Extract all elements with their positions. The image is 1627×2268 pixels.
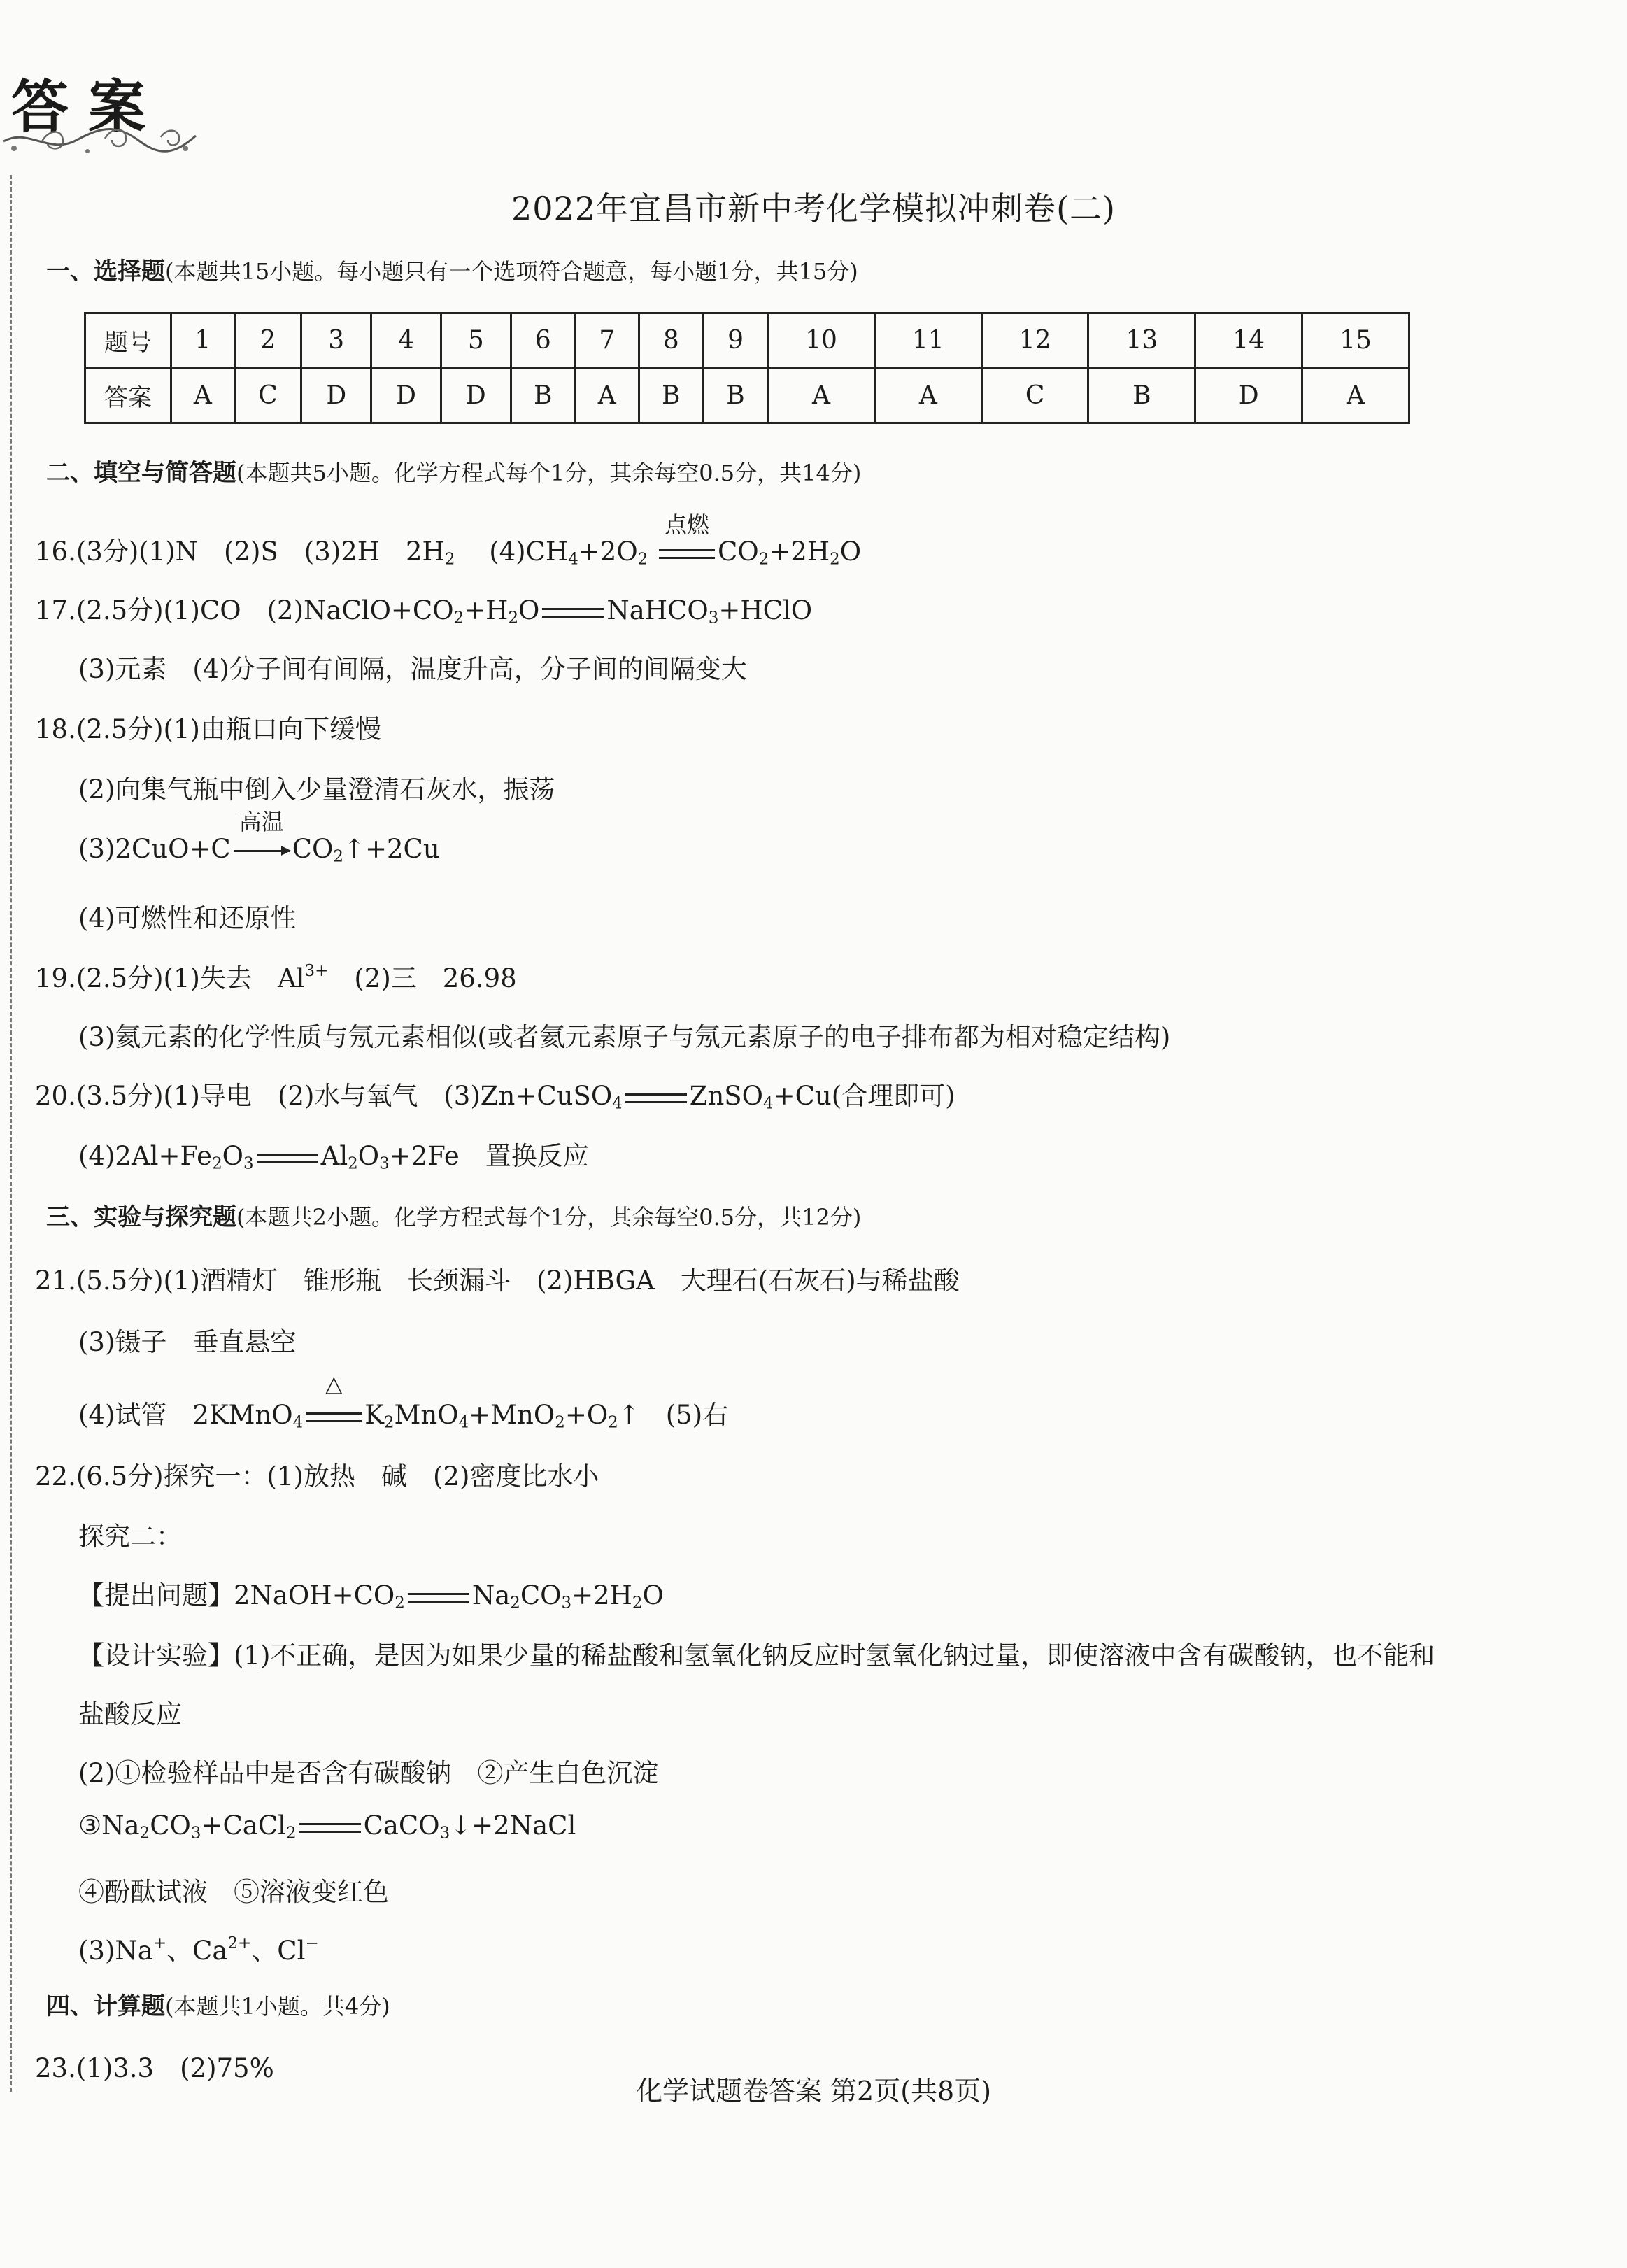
answer-line-19-b: (3)氦元素的化学性质与氖元素相似(或者氦元素原子与氖元素原子的电子排布都为相对稳定结构) bbox=[78, 1022, 1171, 1052]
answer-line-23: 23.(1)3.3 (2)75% bbox=[35, 2053, 274, 2083]
table-cell: A bbox=[575, 368, 639, 423]
section-2-title: 二、填空与简答题 bbox=[46, 459, 236, 487]
table-cell: D bbox=[371, 368, 441, 423]
table-cell: A bbox=[768, 368, 875, 423]
table-cell: 14 bbox=[1195, 313, 1302, 369]
table-cell: 9 bbox=[703, 313, 767, 369]
answer-table-number-row bbox=[85, 313, 1409, 369]
table-header-question: 题号 bbox=[85, 313, 171, 369]
q16-part-1-3: 16.(3分)(1)N (2)S (3)2H 2H bbox=[35, 537, 445, 567]
table-cell: 10 bbox=[768, 313, 875, 369]
table-cell: 11 bbox=[874, 313, 981, 369]
binding-margin-line bbox=[10, 175, 12, 2092]
q16-part-4: (4)CH bbox=[489, 537, 569, 567]
table-cell: 5 bbox=[441, 313, 511, 369]
table-cell: A bbox=[171, 368, 235, 423]
table-cell: C bbox=[234, 368, 301, 423]
section-3-heading bbox=[46, 1198, 861, 1232]
section-4-title: 四、计算题 bbox=[46, 1992, 165, 2020]
section-4-heading bbox=[46, 1987, 390, 2021]
table-cell: 7 bbox=[575, 313, 639, 369]
q16-h2o: +2H bbox=[769, 537, 830, 567]
answer-line-22-c2: (2)①检验样品中是否含有碳酸钠 ②产生白色沉淀 bbox=[78, 1758, 659, 1788]
table-cell: C bbox=[981, 368, 1088, 423]
answer-line-18: 18.(2.5分)(1)由瓶口向下缓慢 bbox=[35, 714, 381, 744]
answer-line-22-explore2: 探究二： bbox=[78, 1522, 182, 1552]
answer-line-17: 17.(2.5分)(1)CO $(2)NaClO+CO_2+H_2O$ NaHCO$_3$+HClO bbox=[35, 595, 813, 628]
corner-label: 答案 bbox=[11, 74, 166, 141]
ornament-flourish-icon bbox=[0, 120, 203, 162]
table-cell: 3 bbox=[301, 313, 371, 369]
reaction-condition-heat: △ bbox=[306, 1400, 362, 1430]
table-cell: 12 bbox=[981, 313, 1088, 369]
answer-line-18-d: (4)可燃性和还原性 bbox=[78, 903, 297, 933]
table-cell: 2 bbox=[234, 313, 301, 369]
table-header-answer: 答案 bbox=[85, 368, 171, 423]
section-3-note: (本题共2小题。化学方程式每个1分，其余每空0.5分，共12分) bbox=[236, 1204, 862, 1231]
section-3-title: 三、实验与探究题 bbox=[46, 1203, 236, 1231]
table-cell: 8 bbox=[639, 313, 703, 369]
answer-line-21-c: (4)试管 2KMnO$_4$ △ $K_2MnO_4+MnO_2+O_2↑$ (5)右 bbox=[78, 1370, 729, 1432]
answer-line-22-design-b: 盐酸反应 bbox=[78, 1699, 182, 1729]
equals-sign bbox=[408, 1593, 469, 1603]
section-2-heading bbox=[46, 453, 861, 488]
equals-sign bbox=[625, 1093, 687, 1103]
section-2-note: (本题共5小题。化学方程式每个1分，其余每空0.5分，共14分) bbox=[236, 460, 862, 486]
section-1-heading bbox=[46, 252, 858, 286]
section-4-note: (本题共1小题。共4分) bbox=[165, 1993, 390, 2020]
answer-line-16: 16.(3分)(1)N (2)S (3)2H $2H_2$ $(4)CH_4+2O_2$ 点燃 $CO_2+2H_2O$ bbox=[35, 511, 862, 569]
q17-part-1-2: 17.(2.5分)(1)CO (2)NaClO+CO bbox=[35, 595, 454, 625]
answer-line-20-b: $(4)2Al+Fe_2O_3$ $Al_2O_3+2Fe$ 置换反应 bbox=[78, 1141, 589, 1173]
answer-line-22-pose: 【提出问题】$2NaOH+CO_2$ $Na_2CO_3+2H_2O$ bbox=[78, 1580, 664, 1613]
answer-line-22-ions: (3)Na+、$Ca^{2+}$、Cl− bbox=[78, 1934, 319, 1966]
equals-sign bbox=[542, 608, 604, 618]
table-cell: 15 bbox=[1302, 313, 1409, 369]
answer-line-22: 22.(6.5分)探究一：(1)放热 碱 (2)密度比水小 bbox=[35, 1461, 599, 1491]
answer-line-21-b: (3)镊子 垂直悬空 bbox=[78, 1327, 297, 1357]
table-cell: D bbox=[1195, 368, 1302, 423]
q16-o2: +2O bbox=[578, 537, 638, 567]
answer-line-21: 21.(5.5分)(1)酒精灯 锥形瓶 长颈漏斗 (2)HBGA 大理石(石灰石)与稀盐酸 bbox=[35, 1266, 960, 1296]
reaction-condition-ignite: 点燃 bbox=[659, 537, 715, 567]
answer-line-18-b: (2)向集气瓶中倒入少量澄清石灰水，振荡 bbox=[78, 774, 555, 805]
table-cell: B bbox=[639, 368, 703, 423]
table-cell: D bbox=[301, 368, 371, 423]
section-1-note: (本题共15小题。每小题只有一个选项符合题意，每小题1分，共15分) bbox=[165, 258, 858, 285]
answer-line-18-c: (3)2CuO+C 高温 $CO_2↑+2Cu$ bbox=[78, 809, 440, 866]
table-cell: D bbox=[441, 368, 511, 423]
answer-table bbox=[84, 312, 1410, 424]
answer-line-17-b: (3)元素 (4)分子间有间隔，温度升高，分子间的间隔变大 bbox=[78, 654, 747, 684]
section-1-title: 一、选择题 bbox=[46, 257, 165, 285]
q16-co2: CO bbox=[718, 537, 759, 567]
table-cell: 1 bbox=[171, 313, 235, 369]
equals-sign bbox=[299, 1823, 361, 1833]
page-title: 2022年宜昌市新中考化学模拟冲刺卷(二) bbox=[511, 190, 1116, 227]
table-cell: A bbox=[874, 368, 981, 423]
table-cell: 13 bbox=[1088, 313, 1195, 369]
answer-line-22-c4: ④酚酞试液 ⑤溶液变红色 bbox=[78, 1877, 389, 1907]
answer-line-19: 19.(2.5分)(1)失去 $Al^{3+}$ (2)三 26.98 bbox=[35, 961, 517, 993]
table-cell: B bbox=[1088, 368, 1195, 423]
equals-sign bbox=[257, 1154, 318, 1163]
table-cell: B bbox=[511, 368, 575, 423]
answer-table-answer-row bbox=[85, 368, 1409, 423]
answer-line-22-design: 【设计实验】(1)不正确，是因为如果少量的稀盐酸和氢氧化钠反应时氢氧化钠过量，即使溶液中含有碳酸钠，也不能和 bbox=[78, 1640, 1435, 1671]
table-cell: 6 bbox=[511, 313, 575, 369]
table-cell: A bbox=[1302, 368, 1409, 423]
table-cell: 4 bbox=[371, 313, 441, 369]
reaction-condition-high-temp: 高温 bbox=[234, 834, 290, 864]
answer-line-20: 20.(3.5分)(1)导电 (2)水与氧气 (3)Zn+CuSO$_4$ ZnSO$_4$+Cu(合理即可) bbox=[35, 1081, 955, 1113]
answer-line-22-c3: $③Na_2CO_3+CaCl_2$ CaCO$_3$↓+2NaCl bbox=[78, 1810, 576, 1843]
table-cell: B bbox=[703, 368, 767, 423]
page-footer: 化学试题卷答案 第2页(共8页) bbox=[635, 2076, 992, 2106]
